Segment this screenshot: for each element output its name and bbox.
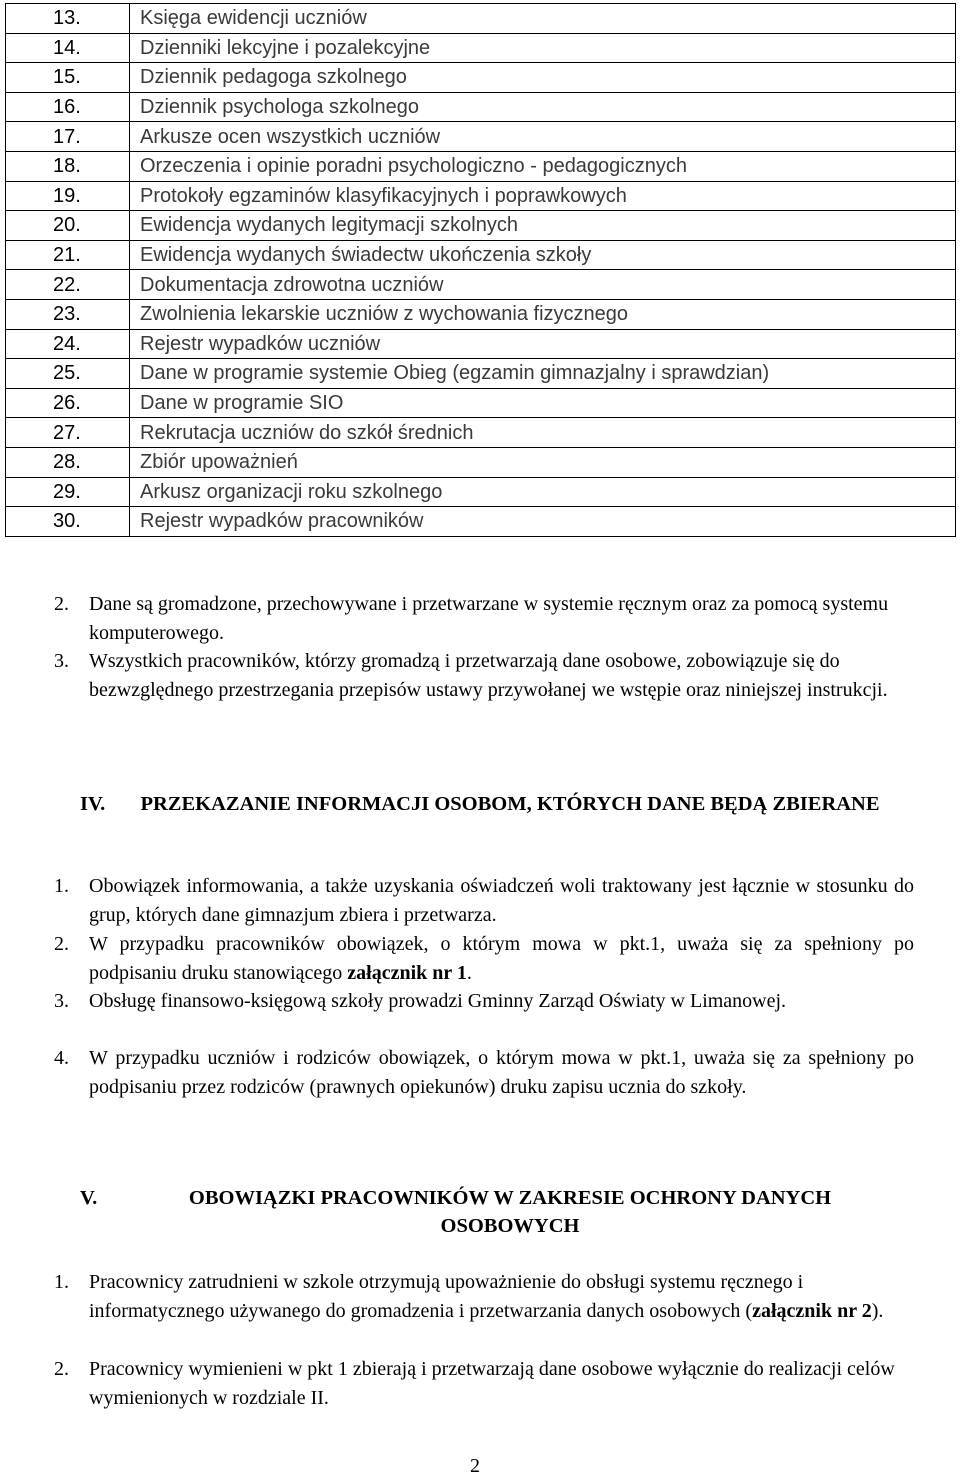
table-row	[6, 63, 956, 93]
attachment-ref: załącznik nr 1	[347, 961, 467, 984]
row-name: Dane w programie SIO	[130, 388, 956, 418]
row-name: Ewidencja wydanych legitymacji szkolnych	[130, 211, 956, 241]
table-row	[6, 92, 956, 122]
paragraph-item-2	[54, 930, 914, 987]
row-number: 23.	[6, 299, 130, 329]
row-name: Rejestr wypadków pracowników	[130, 507, 956, 537]
table-row	[6, 181, 956, 211]
table-row	[6, 507, 956, 537]
table-row	[6, 418, 956, 448]
row-number: 27.	[6, 418, 130, 448]
item-number: 1.	[54, 875, 69, 897]
paragraph-item-3	[54, 647, 914, 704]
table-row	[6, 359, 956, 389]
section-heading-iv	[70, 790, 910, 818]
paragraph-item-4	[54, 1044, 914, 1101]
table-row	[6, 211, 956, 241]
paragraph-item-2	[54, 590, 914, 647]
item-text: W przypadku uczniów i rodziców obowiązek, o którym mowa w pkt.1, uważa się za spełniony po podpisaniu przez rodziców (prawnych opiekunów) druku zapisu ucznia do szkoły.	[89, 1047, 914, 1098]
table-row	[6, 447, 956, 477]
item-text: Obowiązek informowania, a także uzyskania oświadczeń woli traktowany jest łącznie w stosunku do grup, których dane gimnazjum zbiera i przetwarza.	[89, 875, 914, 926]
row-number: 22.	[6, 270, 130, 300]
table-row	[6, 477, 956, 507]
page-number: 2	[470, 1455, 480, 1477]
row-name: Protokoły egzaminów klasyfikacyjnych i poprawkowych	[130, 181, 956, 211]
row-name: Arkusze ocen wszystkich uczniów	[130, 122, 956, 152]
table-row	[6, 151, 956, 181]
row-number: 28.	[6, 447, 130, 477]
item-number: 4.	[54, 1047, 69, 1069]
section-title: OBOWIĄZKI PRACOWNIKÓW W ZAKRESIE OCHRONY DANYCH OSOBOWYCH	[188, 1187, 832, 1237]
row-name: Księga ewidencji uczniów	[130, 4, 956, 34]
table-row	[6, 33, 956, 63]
row-name: Dziennik psychologa szkolnego	[130, 92, 956, 122]
row-number: 21.	[6, 240, 130, 270]
row-number: 18.	[6, 151, 130, 181]
section-title: PRZEKAZANIE INFORMACJI OSOBOM, KTÓRYCH DANE BĘDĄ ZBIERANE	[140, 793, 880, 815]
row-number: 13.	[6, 4, 130, 34]
row-number: 16.	[6, 92, 130, 122]
row-number: 20.	[6, 211, 130, 241]
section-numeral: V.	[80, 1187, 98, 1209]
table-row	[6, 270, 956, 300]
table-row	[6, 122, 956, 152]
text-run: ).	[871, 1299, 884, 1322]
row-number: 25.	[6, 359, 130, 389]
row-name: Arkusz organizacji roku szkolnego	[130, 477, 956, 507]
paragraph-item-3	[54, 987, 914, 1016]
item-number: 2.	[54, 933, 69, 955]
table-row	[6, 299, 956, 329]
item-text: Wszystkich pracowników, którzy gromadzą i przetwarzają dane osobowe, zobowiązuje się do bezwzględnego przestrzegania przepisów ustawy przywołanej we wstępie oraz niniejszej instrukcji.	[89, 650, 888, 701]
item-text	[89, 1268, 914, 1325]
records-table-body	[6, 4, 956, 537]
row-number: 29.	[6, 477, 130, 507]
item-number: 3.	[54, 990, 69, 1012]
table-row	[6, 4, 956, 34]
records-table	[5, 3, 956, 537]
paragraph-item-2	[54, 1355, 914, 1412]
row-number: 30.	[6, 507, 130, 537]
row-name: Rejestr wypadków uczniów	[130, 329, 956, 359]
section-numeral: IV.	[80, 793, 106, 815]
row-name: Dzienniki lekcyjne i pozalekcyjne	[130, 33, 956, 63]
item-text: Obsługę finansowo-księgową szkoły prowadzi Gminny Zarząd Oświaty w Limanowej.	[89, 990, 787, 1012]
row-name: Zwolnienia lekarskie uczniów z wychowania fizycznego	[130, 299, 956, 329]
item-text	[89, 930, 914, 987]
row-number: 14.	[6, 33, 130, 63]
row-name: Ewidencja wydanych świadectw ukończenia szkoły	[130, 240, 956, 270]
row-name: Dokumentacja zdrowotna uczniów	[130, 270, 956, 300]
row-name: Dziennik pedagoga szkolnego	[130, 63, 956, 93]
row-name: Rekrutacja uczniów do szkół średnich	[130, 418, 956, 448]
item-number: 2.	[54, 593, 69, 615]
row-number: 15.	[6, 63, 130, 93]
item-number: 1.	[54, 1271, 69, 1293]
text-run: Pracownicy zatrudnieni w szkole otrzymują upoważnienie do obsługi systemu ręcznego i informatycznego używanego do gromadzenia i przetwarzania danych osobowych (	[89, 1271, 804, 1322]
table-row	[6, 388, 956, 418]
attachment-ref: załącznik nr 2	[752, 1299, 872, 1322]
row-name: Orzeczenia i opinie poradni psychologiczno - pedagogicznych	[130, 151, 956, 181]
text-run: W przypadku pracowników obowiązek, o którym mowa w pkt.1, uważa się za spełniony po podpisaniu druku stanowiącego	[89, 933, 914, 984]
item-text: Dane są gromadzone, przechowywane i przetwarzane w systemie ręcznym oraz za pomocą systemu komputerowego.	[89, 593, 889, 644]
section-heading-v	[70, 1184, 910, 1240]
row-name: Dane w programie systemie Obieg (egzamin gimnazjalny i sprawdzian)	[130, 359, 956, 389]
row-name: Zbiór upoważnień	[130, 447, 956, 477]
paragraph-item-1	[54, 1268, 914, 1325]
item-number: 3.	[54, 650, 69, 672]
row-number: 26.	[6, 388, 130, 418]
paragraph-item-1	[54, 872, 914, 929]
text-run: .	[466, 961, 472, 984]
item-text: Pracownicy wymienieni w pkt 1 zbierają i przetwarzają dane osobowe wyłącznie do realizacji celów wymienionych w rozdziale II.	[89, 1358, 895, 1409]
item-number: 2.	[54, 1358, 69, 1380]
row-number: 24.	[6, 329, 130, 359]
table-row	[6, 240, 956, 270]
row-number: 17.	[6, 122, 130, 152]
row-number: 19.	[6, 181, 130, 211]
table-row	[6, 329, 956, 359]
